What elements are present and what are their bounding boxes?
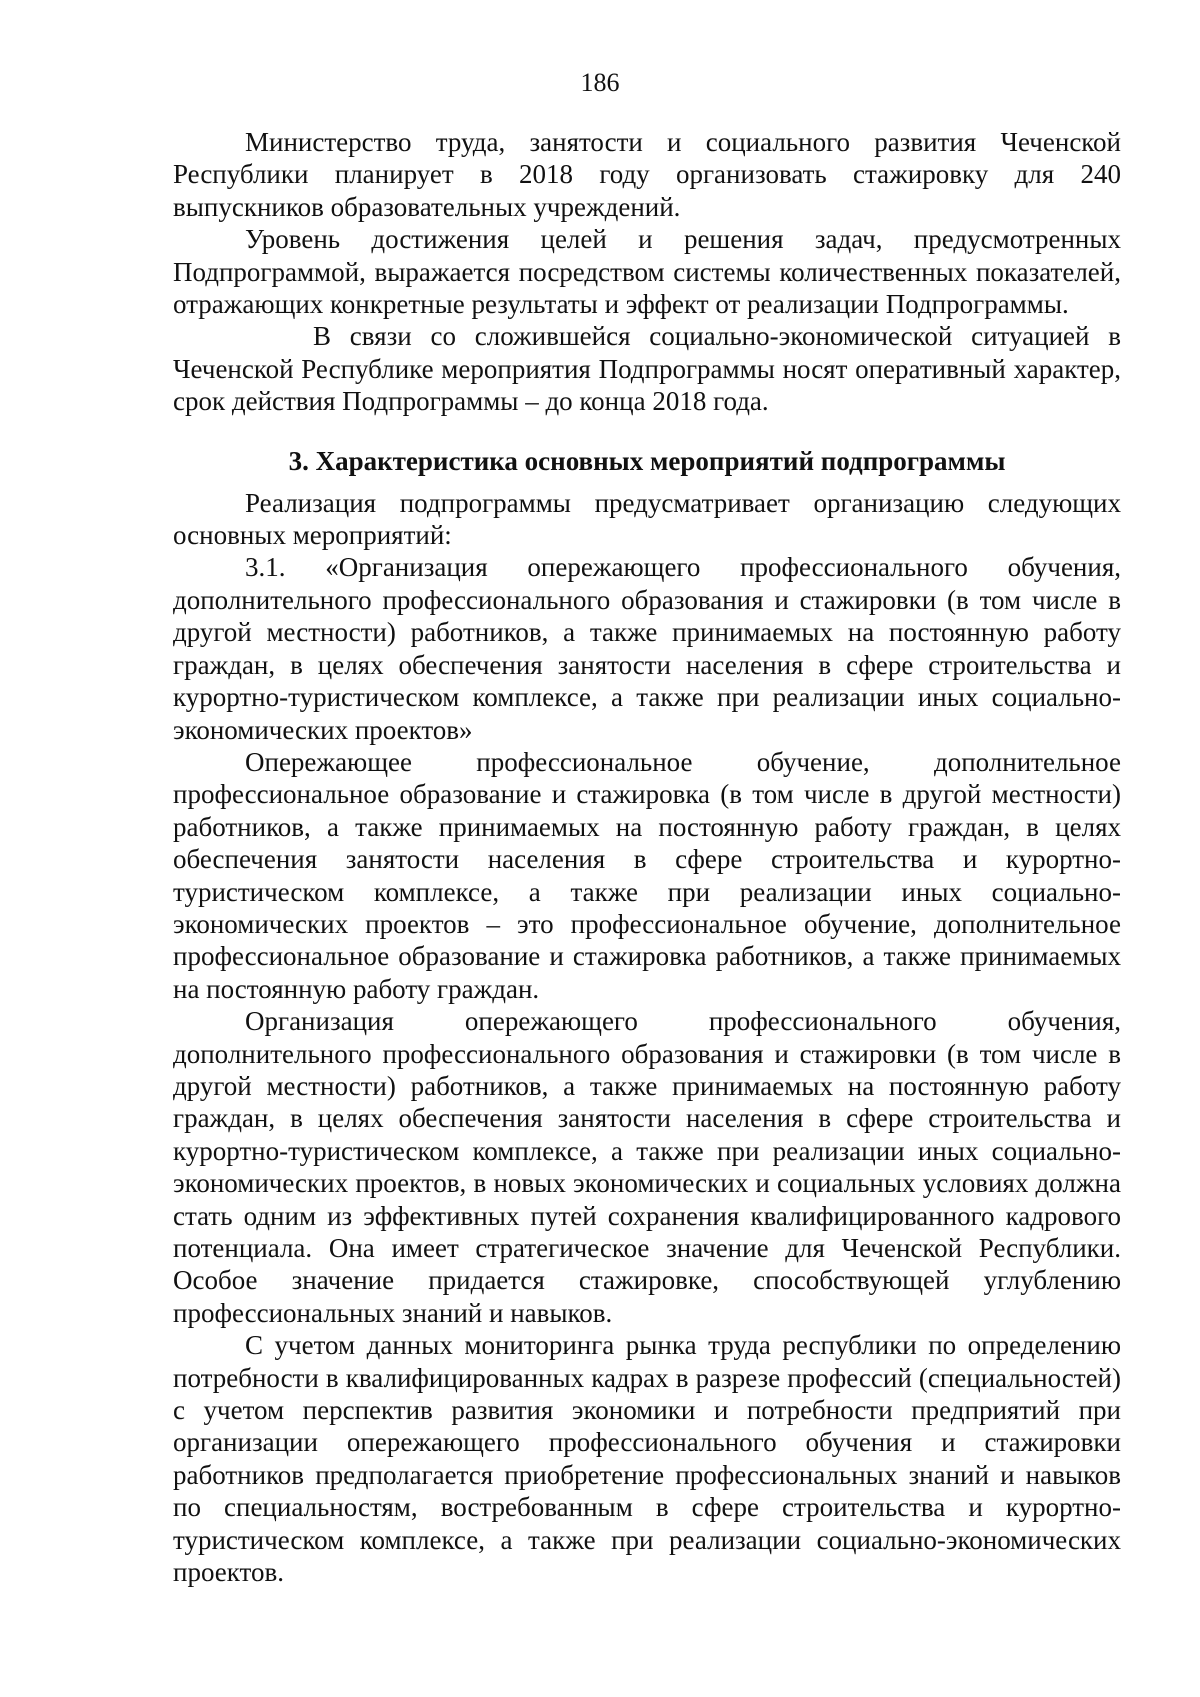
paragraph-measure-3-1: 3.1. «Организация опережающего профессионального обучения, дополнительного профессионального образования и стажировки (в том числе в другой местности) работников, а также принимаемых на постоянную работу граждан, в целях обеспечения занятости населения в сфере строительства и курортно-туристическом комплексе, а также при реализации иных социально-экономических проектов» <box>173 552 1121 745</box>
document-body <box>173 126 1121 1588</box>
section-heading: 3. Характеристика основных мероприятий подпрограммы <box>288 445 1006 476</box>
paragraph-socio-economic-situation: В связи со сложившейся социально-экономической ситуацией в Чеченской Республике мероприятия Подпрограммы носят оперативный характер, срок действия Подпрограммы – до конца 2018 года. <box>173 321 1121 417</box>
paragraph-achievement-level: Уровень достижения целей и решения задач, предусмотренных Подпрограммой, выражается посредством системы количественных показателей, отражающих конкретные результаты и эффект от реализации Подпрограммы. <box>173 224 1121 320</box>
paragraph-advanced-training-definition: Опережающее профессиональное обучение, дополнительное профессиональное образование и стажировка (в том числе в другой местности) работников, а также принимаемых на постоянную работу граждан, в целях обеспечения занятости населения в сфере строительства и курортно-туристическом комплексе, а также при реализации иных социально-экономических проектов – это профессиональное обучение, дополнительное профессиональное образование и стажировка работников, а также принимаемых на постоянную работу граждан. <box>173 746 1121 1004</box>
paragraph-training-organization: Организация опережающего профессионального обучения, дополнительного профессионального образования и стажировки (в том числе в другой местности) работников, а также принимаемых на постоянную работу граждан, в целях обеспечения занятости населения в сфере строительства и курортно-туристическом комплексе, а также при реализации иных социально-экономических проектов, в новых экономических и социальных условиях должна стать одним из эффективных путей сохранения квалифицированного кадрового потенциала. Она имеет стратегическое значение для Чеченской Республики. Особое значение придается стажировке, способствующей углублению профессиональных знаний и навыков. <box>173 1006 1121 1328</box>
paragraph-labor-market-monitoring: С учетом данных мониторинга рынка труда республики по определению потребности в квалифицированных кадрах в разрезе профессий (специальностей) с учетом перспектив развития экономики и потребности предприятий при организации опережающего профессионального обучения и стажировки работников предполагается приобретение профессиональных знаний и навыков по специальностям, востребованным в сфере строительства и курортно-туристическом комплексе, а также при реализации социально-экономических проектов. <box>173 1330 1121 1588</box>
paragraph-implementation: Реализация подпрограммы предусматривает организацию следующих основных мероприятий: <box>173 487 1121 551</box>
page-number: 186 <box>580 68 620 97</box>
paragraph-ministry-internship: Министерство труда, занятости и социального развития Чеченской Республики планирует в 2018 году организовать стажировку для 240 выпускников образовательных учреждений. <box>173 127 1121 222</box>
